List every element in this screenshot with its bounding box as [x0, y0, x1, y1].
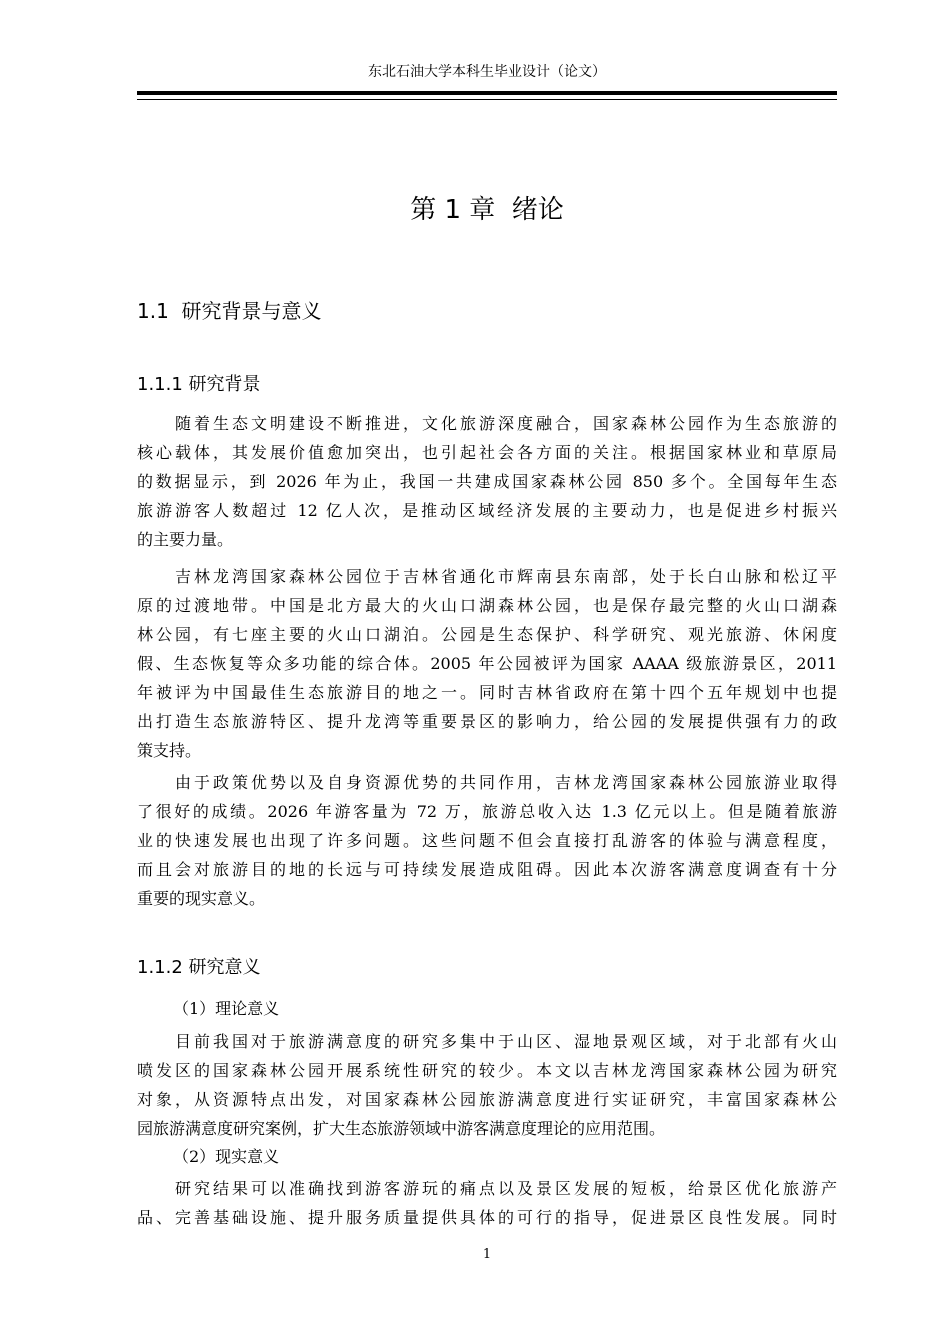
subsection-title: 研究意义	[188, 957, 261, 978]
subsection-heading-1-1-2	[137, 954, 837, 982]
chapter-title: 绪论	[511, 195, 564, 225]
text-line: 目前我国对于旅游满意度的研究多集中于山区、湿地景观区域，对于北部有火山	[137, 1032, 837, 1051]
paragraph-background-1	[137, 409, 837, 554]
text-line: 喷发区的国家森林公园开展系统性研究的较少。本文以吉林龙湾国家森林公园为研究	[137, 1061, 837, 1080]
subsection-number: 1.1.1	[137, 374, 183, 395]
text-line: 对象，从资源特点出发，对国家森林公园旅游满意度进行实证研究，丰富国家森林公	[137, 1090, 837, 1109]
text-line: 业的快速发展也出现了许多问题。这些问题不但会直接打乱游客的体验与满意程度，	[137, 831, 837, 850]
text-line: 的主要力量。	[137, 530, 234, 549]
text-line: 品、完善基础设施、提升服务质量提供具体的可行的指导，促进景区良性发展。同时	[137, 1208, 837, 1227]
paragraph-practical	[137, 1174, 837, 1232]
label-theoretical-significance: （1）理论意义	[173, 999, 280, 1018]
header-rule-thin	[137, 99, 837, 100]
subsection-number: 1.1.2	[137, 957, 183, 978]
text-line: 由于政策优势以及自身资源优势的共同作用，吉林龙湾国家森林公园旅游业取得	[137, 773, 837, 792]
text-line: 林公园，有七座主要的火山口湖泊。公园是生态保护、科学研究、观光旅游、休闲度	[137, 625, 837, 644]
subsection-title: 研究背景	[188, 374, 261, 395]
text-line: 原的过渡地带。中国是北方最大的火山口湖森林公园，也是保存最完整的火山口湖森	[137, 596, 837, 615]
text-line: 策支持。	[137, 741, 202, 760]
section-number: 1.1	[137, 299, 169, 323]
text-line: 出打造生态旅游特区、提升龙湾等重要景区的影响力，给公园的发展提供强有力的政	[137, 712, 837, 731]
text-line: 年被评为中国最佳生态旅游目的地之一。同时吉林省政府在第十四个五年规划中也提	[137, 683, 837, 702]
text-line: 旅游游客人数超过 12 亿人次，是推动区域经济发展的主要动力，也是促进乡村振兴	[137, 501, 837, 520]
text-line: 的数据显示，到 2026 年为止，我国一共建成国家森林公园 850 多个。全国每年生态	[137, 472, 837, 491]
page-number: 1	[482, 1247, 492, 1262]
running-header: 东北石油大学本科生毕业设计（论文）	[368, 64, 606, 80]
paragraph-theoretical	[137, 1027, 837, 1143]
text-line: 了很好的成绩。2026 年游客量为 72 万，旅游总收入达 1.3 亿元以上。但是随着旅游	[137, 802, 837, 821]
text-line: 而且会对旅游目的地的长远与可持续发展造成阻碍。因此本次游客满意度调查有十分	[137, 860, 837, 879]
section-heading-1-1	[137, 296, 837, 326]
text-line: 随着生态文明建设不断推进，文化旅游深度融合，国家森林公园作为生态旅游的	[137, 414, 837, 433]
header-rule-thick	[137, 91, 837, 95]
chapter-heading	[137, 190, 837, 230]
section-title: 研究背景与意义	[181, 299, 322, 323]
paragraph-background-2	[137, 562, 837, 765]
text-line: 吉林龙湾国家森林公园位于吉林省通化市辉南县东南部，处于长白山脉和松辽平	[137, 567, 837, 586]
subsection-heading-1-1-1	[137, 371, 837, 399]
chapter-number: 第 1 章	[410, 195, 496, 225]
text-line: 园旅游满意度研究案例，扩大生态旅游领域中游客满意度理论的应用范围。	[137, 1119, 666, 1138]
text-line: 核心载体，其发展价值愈加突出，也引起社会各方面的关注。根据国家林业和草原局	[137, 443, 837, 462]
text-line: 研究结果可以准确找到游客游玩的痛点以及景区发展的短板，给景区优化旅游产	[137, 1179, 837, 1198]
label-practical-significance: （2）现实意义	[173, 1147, 280, 1166]
text-line: 重要的现实意义。	[137, 889, 266, 908]
text-line: 假、生态恢复等众多功能的综合体。2005 年公园被评为国家 AAAA 级旅游景区，2011	[137, 654, 837, 673]
paragraph-background-3	[137, 768, 837, 913]
